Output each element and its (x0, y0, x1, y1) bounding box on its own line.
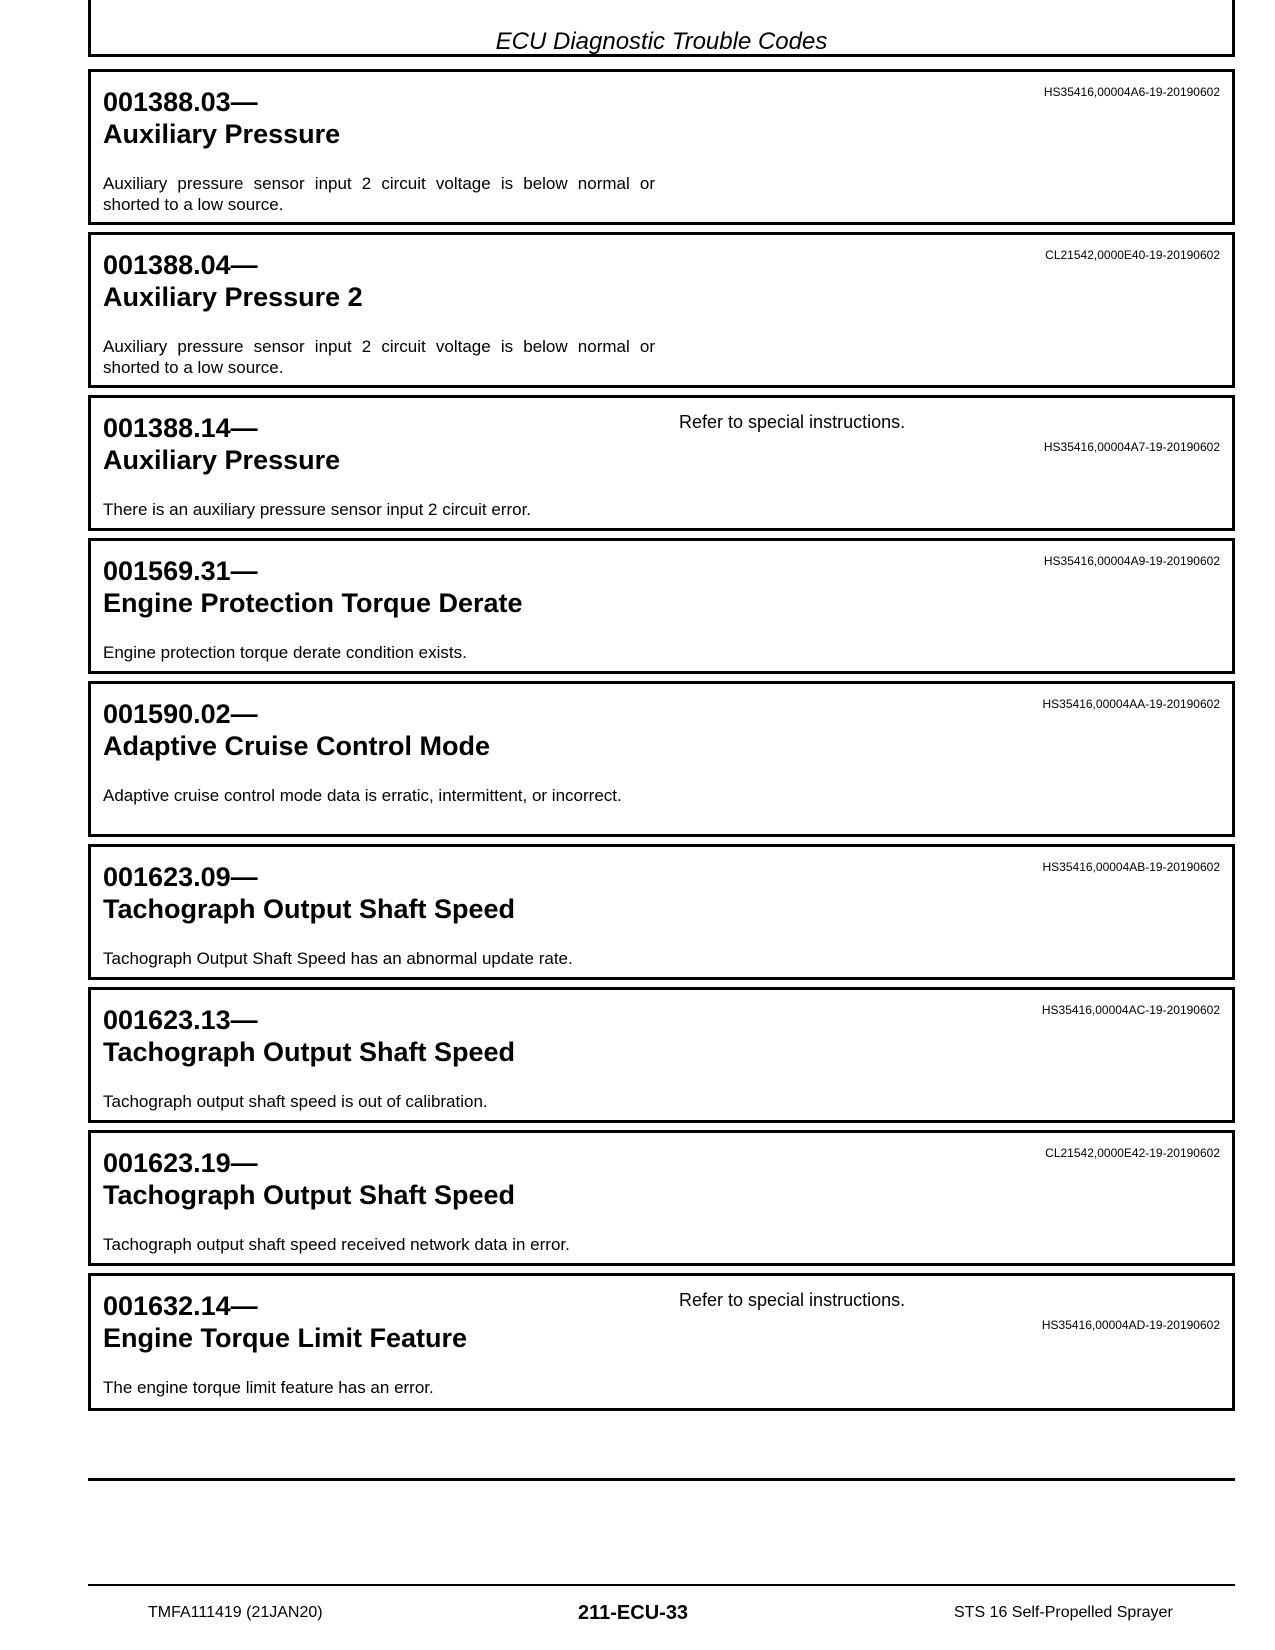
dtc-ref-id: CL21542,0000E40-19-20190602 (1045, 248, 1220, 262)
dtc-description: The engine torque limit feature has an error. (103, 1378, 434, 1397)
dtc-name: Auxiliary Pressure (103, 119, 341, 149)
dtc-entry-001388-04 (88, 232, 1235, 388)
dtc-code: 001388.04— (103, 250, 258, 280)
dtc-description: Auxiliary pressure sensor input 2 circuit voltage is below normal or shorted to a low source. (103, 174, 655, 214)
dtc-entry-001623-09 (88, 844, 1235, 980)
footer-page-number: 211-ECU-33 (578, 1602, 689, 1624)
dtc-code: 001623.19— (103, 1148, 258, 1178)
dtc-description: Engine protection torque derate condition exists. (103, 643, 467, 662)
dtc-name: Tachograph Output Shaft Speed (103, 1037, 516, 1067)
footer-rule (88, 1584, 1235, 1586)
dtc-name: Adaptive Cruise Control Mode (103, 731, 491, 761)
special-instructions-note: Refer to special instructions. (679, 1290, 906, 1310)
dtc-entry-001590-02 (88, 681, 1235, 837)
dtc-description: Tachograph Output Shaft Speed has an abnormal update rate. (103, 949, 573, 968)
dtc-name: Engine Protection Torque Derate (103, 588, 523, 618)
dtc-ref-id: HS35416,00004A9-19-20190602 (1043, 554, 1220, 568)
dtc-entry-001632-14 (88, 1273, 1235, 1411)
dtc-description: Adaptive cruise control mode data is erratic, intermittent, or incorrect. (103, 786, 622, 805)
dtc-name: Auxiliary Pressure 2 (103, 282, 363, 312)
dtc-code: 001388.03— (103, 87, 258, 117)
dtc-entry-001623-19 (88, 1130, 1235, 1266)
dtc-code: 001590.02— (103, 699, 258, 729)
dtc-ref-id: HS35416,00004AB-19-20190602 (1042, 860, 1220, 874)
dtc-code: 001623.13— (103, 1005, 258, 1035)
dtc-name: Tachograph Output Shaft Speed (103, 894, 516, 924)
page-header (88, 0, 1235, 57)
dtc-name: Tachograph Output Shaft Speed (103, 1180, 516, 1210)
dtc-entry-001388-14 (88, 395, 1235, 531)
dtc-description: There is an auxiliary pressure sensor input 2 circuit error. (103, 500, 532, 519)
footer-product: STS 16 Self-Propelled Sprayer (954, 1604, 1173, 1621)
special-instructions-note: Refer to special instructions. (679, 412, 906, 432)
dtc-description: Tachograph output shaft speed is out of calibration. (103, 1092, 488, 1111)
dtc-entry-001623-13 (88, 987, 1235, 1123)
dtc-ref-id: HS35416,00004AA-19-20190602 (1042, 697, 1220, 711)
footer-doc-id: TMFA111419 (21JAN20) (148, 1604, 323, 1621)
dtc-name: Engine Torque Limit Feature (103, 1323, 468, 1353)
dtc-code: 001623.09— (103, 862, 258, 892)
dtc-ref-id: HS35416,00004A7-19-20190602 (1043, 440, 1220, 454)
page-title: ECU Diagnostic Trouble Codes (495, 28, 828, 55)
content-end-rule (88, 1478, 1235, 1481)
dtc-ref-id: HS35416,00004A6-19-20190602 (1043, 85, 1220, 99)
dtc-description: Tachograph output shaft speed received network data in error. (103, 1235, 570, 1254)
dtc-list (88, 69, 1235, 1418)
dtc-code: 001632.14— (103, 1291, 258, 1321)
dtc-description: Auxiliary pressure sensor input 2 circuit voltage is below normal or shorted to a low source. (103, 337, 655, 377)
dtc-name: Auxiliary Pressure (103, 445, 341, 475)
dtc-ref-id: HS35416,00004AC-19-20190602 (1041, 1003, 1220, 1017)
dtc-entry-001569-31 (88, 538, 1235, 674)
dtc-ref-id: HS35416,00004AD-19-20190602 (1041, 1318, 1220, 1332)
dtc-entry-001388-03 (88, 69, 1235, 225)
dtc-code: 001569.31— (103, 556, 258, 586)
dtc-ref-id: CL21542,0000E42-19-20190602 (1045, 1146, 1220, 1160)
dtc-code: 001388.14— (103, 413, 258, 443)
